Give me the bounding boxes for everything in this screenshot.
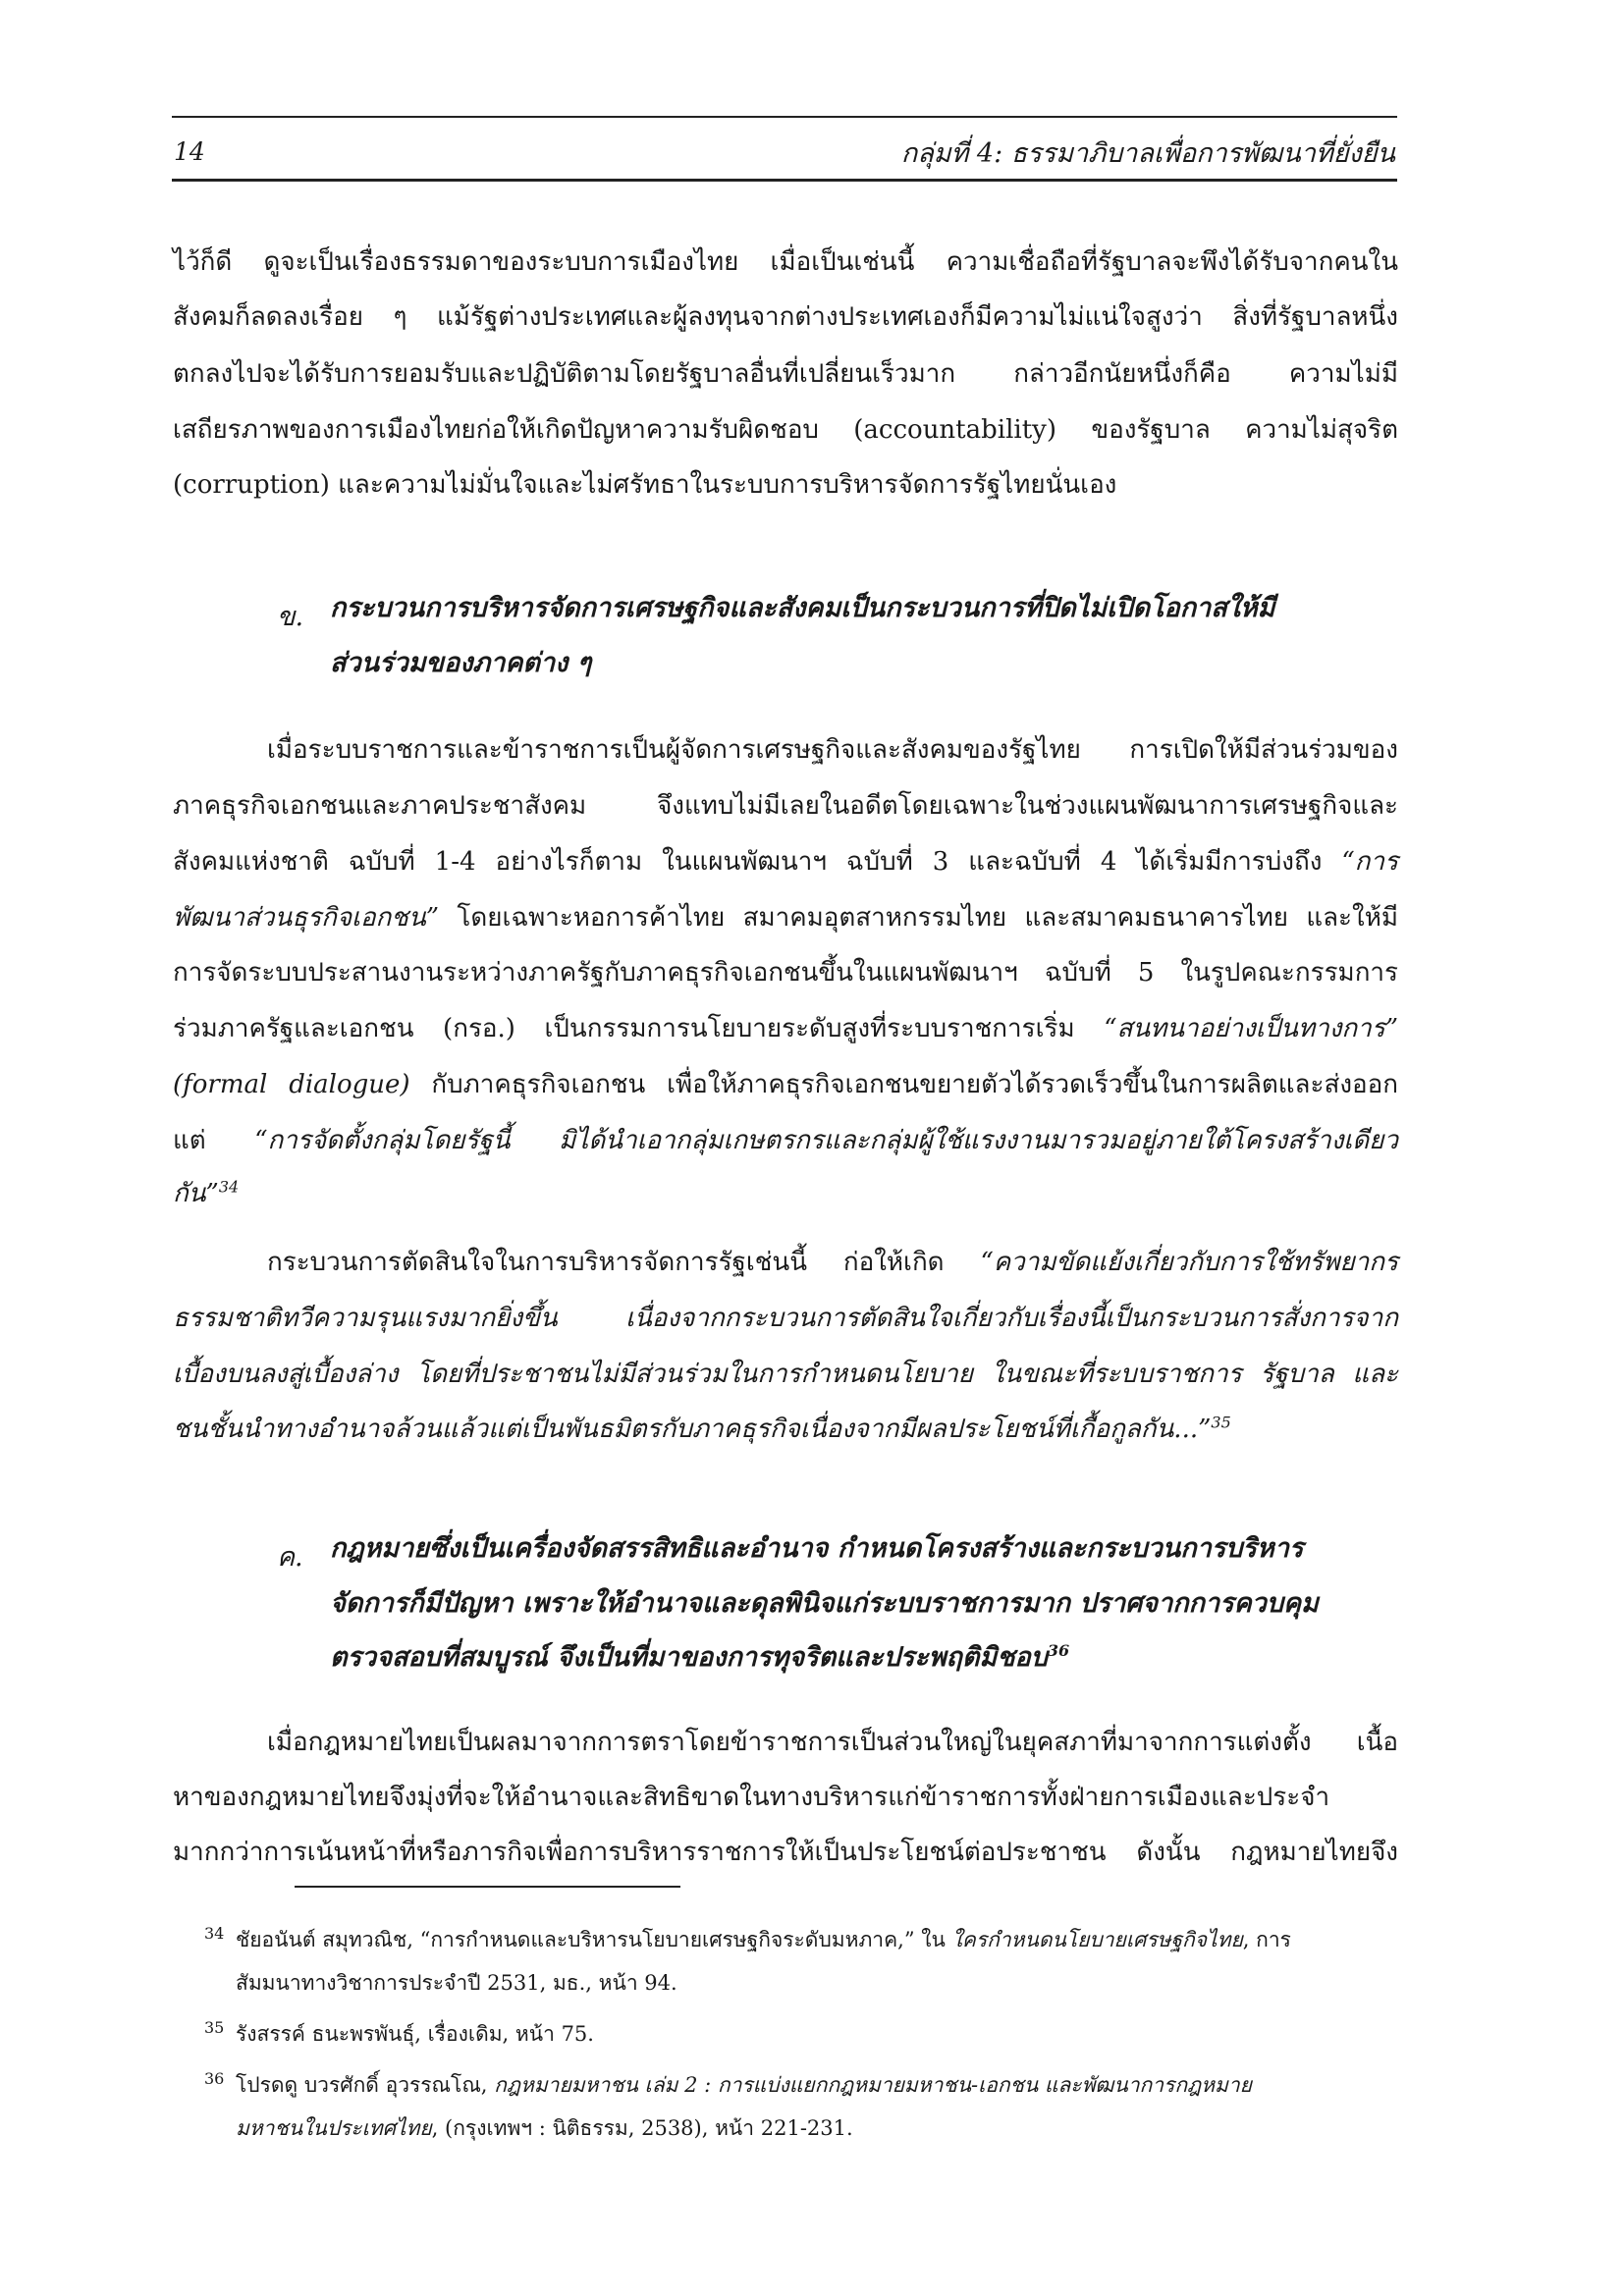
paragraph-line: เมื่อกฎหมายไทยเป็นผลมาจากการตราโดยข้าราชการเป็นส่วนใหญ่ในยุคสภาที่มาจากการแต่งตั้ง เนื้อ bbox=[267, 1728, 1398, 1757]
paragraph-line: (corruption) และความไม่มั่นใจและไม่ศรัทธาในระบบการบริหารจัดการรัฐไทยนั่นเอง bbox=[173, 470, 1117, 500]
text-run: “การกำหนดและบริหารนโยบายเศรษฐกิจระดับมหภาค,” ใน bbox=[419, 1928, 952, 1951]
section-heading-line: ส่วนร่วมของภาคต่าง ๆ bbox=[330, 648, 592, 678]
paragraph-line: ธรรมชาติทวีความรุนแรงมากยิ่งขึ้น เนื่องจากกระบวนการตัดสินใจเกี่ยวกับเรื่องนี้เป็นกระบวนการสั่งการจาก bbox=[173, 1304, 1398, 1333]
paragraph-line bbox=[267, 1248, 1398, 1277]
text-run: , การ bbox=[1242, 1928, 1291, 1951]
footnote-line: รังสรรค์ ธนะพรพันธุ์, เรื่องเดิม, หน้า 75. bbox=[236, 2022, 594, 2046]
paragraph-line bbox=[173, 903, 1398, 933]
quoted-text: “สนทนาอย่างเป็นทางการ” bbox=[1104, 1014, 1398, 1043]
footnote-number: 35 bbox=[204, 2018, 225, 2037]
text-run: กับภาคธุรกิจเอกชน เพื่อให้ภาคธุรกิจเอกชนขยายตัวได้รวดเร็วขึ้นในการผลิตและส่งออก bbox=[409, 1070, 1398, 1099]
paragraph-line: ภาคธุรกิจเอกชนและภาคประชาสังคม จึงแทบไม่มีเลยในอดีตโดยเฉพาะในช่วงแผนพัฒนาการเศรษฐกิจและ bbox=[173, 791, 1398, 821]
paragraph-line bbox=[173, 1415, 1231, 1444]
page-header bbox=[172, 116, 1397, 182]
footnote-separator bbox=[295, 1886, 680, 1888]
paragraph-line: การจัดระบบประสานงานระหว่างภาครัฐกับภาคธุรกิจเอกชนขึ้นในแผนพัฒนาฯ ฉบับที่ 5 ในรูปคณะกรรมการ bbox=[173, 958, 1398, 988]
paragraph-line: เสถียรภาพของการเมืองไทยก่อให้เกิดปัญหาความรับผิดชอบ (accountability) ของรัฐบาล ความไม่สุจริต bbox=[173, 415, 1398, 445]
paragraph-line bbox=[173, 1179, 239, 1208]
quoted-text: ชนชั้นนำทางอำนาจล้วนแล้วแต่เป็นพันธมิตรกับภาคธุรกิจเนื่องจากมีผลประโยชน์ที่เกื้อกูลกัน...” bbox=[173, 1415, 1212, 1444]
footnote-reference: 34 bbox=[218, 1177, 240, 1197]
footnote-line bbox=[236, 2115, 853, 2141]
text-run: โปรดดู บวรศักดิ์ อุวรรณโณ, bbox=[236, 2073, 495, 2097]
text-run: กระบวนการตัดสินใจในการบริหารจัดการรัฐเช่นนี้ ก่อให้เกิด bbox=[267, 1248, 981, 1277]
text-run: , (กรุงเทพฯ : นิติธรรม, 2538), หน้า 221-231. bbox=[431, 2116, 853, 2140]
paragraph-line: มากกว่าการเน้นหน้าที่หรือภารกิจเพื่อการบริหารราชการให้เป็นประโยชน์ต่อประชาชน ดังนั้น กฎหมายไทยจึง bbox=[173, 1838, 1398, 1867]
section-heading-line: กฎหมายซึ่งเป็นเครื่องจัดสรรสิทธิและอำนาจ กำหนดโครงสร้างและกระบวนการบริหาร bbox=[330, 1533, 1304, 1564]
quoted-text: “ความขัดแย้งเกี่ยวกับการใช้ทรัพยากร bbox=[980, 1248, 1398, 1277]
quoted-text: พัฒนาส่วนธุรกิจเอกชน” bbox=[173, 903, 440, 933]
paragraph-line: เบื้องบนลงสู่เบื้องล่าง โดยที่ประชาชนไม่มีส่วนร่วมในการกำหนดนโยบาย ในขณะที่ระบบราชการ รัฐบาล และ bbox=[173, 1360, 1398, 1389]
footnote-reference: 35 bbox=[1211, 1413, 1231, 1432]
paragraph-line: เมื่อระบบราชการและข้าราชการเป็นผู้จัดการเศรษฐกิจและสังคมของรัฐไทย การเปิดให้มีส่วนร่วมของ bbox=[267, 735, 1398, 765]
quoted-text: กัน” bbox=[173, 1179, 219, 1208]
footnote-line bbox=[236, 1927, 1291, 1952]
paragraph-line bbox=[173, 847, 1398, 877]
paragraph-line: สังคมก็ลดลงเรื่อย ๆ แม้รัฐต่างประเทศและผู้ลงทุนจากต่างประเทศเองก็มีความไม่แน่ใจสูงว่า สิ่งที่รัฐบาลหนึ่ง bbox=[173, 302, 1398, 332]
footnote-number: 36 bbox=[204, 2069, 225, 2088]
text-run: สังคมแห่งชาติ ฉบับที่ 1-4 อย่างไรก็ตาม ในแผนพัฒนาฯ ฉบับที่ 3 และฉบับที่ 4 ได้เริ่มมีการบ่งถึง bbox=[173, 847, 1342, 877]
section-heading-line: กระบวนการบริหารจัดการเศรษฐกิจและสังคมเป็นกระบวนการที่ปิดไม่เปิดโอกาสให้มี bbox=[330, 593, 1275, 623]
section-heading-line bbox=[330, 1642, 1069, 1674]
running-title: กลุ่มที่ 4: ธรรมาภิบาลเพื่อการพัฒนาที่ยั่งยืน bbox=[900, 138, 1395, 169]
page-number: 14 bbox=[174, 137, 205, 166]
paragraph-line: ไว้ก็ดี ดูจะเป็นเรื่องธรรมดาของระบบการเมืองไทย เมื่อเป็นเช่นนี้ ความเชื่อถือที่รัฐบาลจะพึงได้รับจากคนใน bbox=[173, 247, 1398, 277]
heading-text: ตรวจสอบที่สมบูรณ์ จึงเป็นที่มาของการทุจริตและประพฤติมิชอบ bbox=[330, 1642, 1048, 1673]
section-marker: ข. bbox=[277, 602, 304, 632]
text-run: ชัยอนันต์ สมุทวณิช, bbox=[236, 1928, 420, 1951]
quoted-text: “การ bbox=[1341, 847, 1398, 877]
text-run: ร่วมภาครัฐและเอกชน (กรอ.) เป็นกรรมการนโยบายระดับสูงที่ระบบราชการเริ่ม bbox=[173, 1014, 1105, 1043]
paragraph-line bbox=[173, 1070, 1398, 1099]
section-marker: ค. bbox=[277, 1542, 303, 1573]
paragraph-line: ตกลงไปจะได้รับการยอมรับและปฏิบัติตามโดยรัฐบาลอื่นที่เปลี่ยนเร็วมาก กล่าวอีกนัยหนึ่งก็คือ ความไม่มี bbox=[173, 359, 1398, 389]
paragraph-line: หาของกฎหมายไทยจึงมุ่งที่จะให้อำนาจและสิทธิขาดในทางบริหารแก่ข้าราชการทั้งฝ่ายการเมืองและประจำ bbox=[173, 1783, 1330, 1812]
paragraph-line bbox=[173, 1014, 1398, 1043]
footnote-line: สัมมนาทางวิชาการประจำปี 2531, มธ., หน้า 94. bbox=[236, 1971, 677, 1995]
text-run: แต่ bbox=[173, 1126, 255, 1155]
book-title: กฎหมายมหาชน เล่ม 2 : การแบ่งแยกกฎหมายมหาชน-เอกชน และพัฒนาการกฎหมาย bbox=[494, 2073, 1252, 2097]
footnote-reference: 36 bbox=[1047, 1641, 1070, 1660]
quoted-text: “การจัดตั้งกลุ่มโดยรัฐนี้ มิได้นำเอากลุ่มเกษตรกรและกลุ่มผู้ใช้แรงงานมารวมอยู่ภายใต้โครงสร้างเดียว bbox=[254, 1126, 1398, 1155]
section-heading-line: จัดการก็มีปัญหา เพราะให้อำนาจและดุลพินิจแก่ระบบราชการมาก ปราศจากการควบคุม bbox=[330, 1588, 1319, 1619]
book-title: มหาชนในประเทศไทย bbox=[236, 2116, 432, 2140]
text-run: โดยเฉพาะหอการค้าไทย สมาคมอุตสาหกรรมไทย และสมาคมธนาคารไทย และให้มี bbox=[439, 903, 1398, 933]
footnote-number: 34 bbox=[204, 1924, 225, 1943]
book-title: ใครกำหนดนโยบายเศรษฐกิจไทย bbox=[951, 1928, 1243, 1951]
english-term: (formal dialogue) bbox=[173, 1070, 410, 1099]
paragraph-line bbox=[173, 1126, 1398, 1155]
footnote-line bbox=[236, 2072, 1252, 2098]
